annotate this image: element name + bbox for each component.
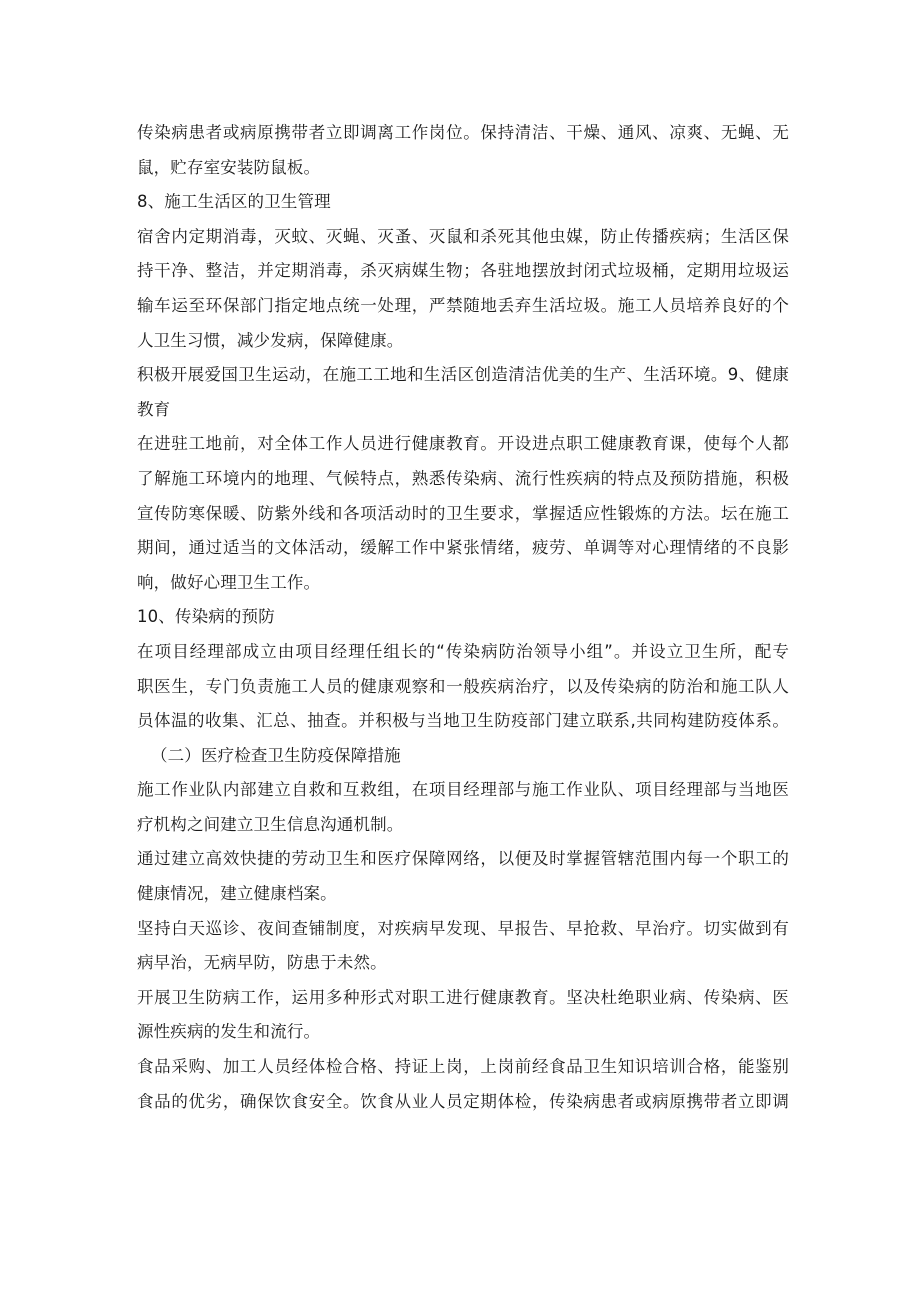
paragraph-line: 在进驻工地前，对全体工作人员进行健康教育。开设进点职工健康教育课，使每个人都 xyxy=(137,434,789,454)
section-heading: 教育 xyxy=(137,399,171,419)
section-heading: （二）医疗检查卫生防疫保障措施 xyxy=(151,745,401,765)
paragraph-line: 食品的优劣，确保饮食安全。饮食从业人员定期体检，传染病患者或病原携带者立即调 xyxy=(137,1091,789,1111)
paragraph-line: 疗机构之间建立卫生信息沟通机制。 xyxy=(137,814,404,834)
paragraph-line: 积极开展爱国卫生运动，在施工工地和生活区创造清洁优美的生产、生活环境。9、健康 xyxy=(137,365,789,385)
paragraph-line: 持干净、整洁，并定期消毒，杀灭病媒生物；各驻地摆放封闭式垃圾桶，定期用垃圾运 xyxy=(137,261,789,281)
section-heading: 8、施工生活区的卫生管理 xyxy=(137,192,331,212)
paragraph-line: 宿舍内定期消毒，灭蚊、灭蝇、灭蚤、灭鼠和杀死其他虫媒，防止传播疾病；生活区保 xyxy=(137,226,789,246)
paragraph-line: 了解施工环境内的地理、气候特点，熟悉传染病、流行性疾病的特点及预防措施，积极 xyxy=(137,468,789,488)
paragraph-line: 在项目经理部成立由项目经理任组长的“传染病防治领导小组”。并设立卫生所，配专 xyxy=(137,641,789,661)
paragraph-line: 源性疾病的发生和流行。 xyxy=(137,1022,321,1042)
paragraph-line: 开展卫生防病工作，运用多种形式对职工进行健康教育。坚决杜绝职业病、传染病、医 xyxy=(137,987,789,1007)
paragraph-line: 通过建立高效快捷的劳动卫生和医疗保障网络，以便及时掌握管辖范围内每一个职工的 xyxy=(137,849,789,869)
paragraph-line: 期间，通过适当的文体活动，缓解工作中紧张情绪，疲劳、单调等对心理情绪的不良影 xyxy=(137,538,789,558)
paragraph-line: 宣传防寒保暖、防紫外线和各项活动时的卫生要求，掌握适应性锻炼的方法。坛在施工 xyxy=(137,503,789,523)
paragraph-line: 病早治，无病早防，防患于未然。 xyxy=(137,953,387,973)
paragraph-line: 人卫生习惯，减少发病，保障健康。 xyxy=(137,330,404,350)
document-body xyxy=(137,116,789,1119)
paragraph-line: 职医生，专门负责施工人员的健康观察和一般疾病治疗，以及传染病的防治和施工队人 xyxy=(137,676,789,696)
paragraph-line: 健康情况，建立健康档案。 xyxy=(137,884,337,904)
paragraph-line: 施工作业队内部建立自救和互救组，在项目经理部与施工作业队、项目经理部与当地医 xyxy=(137,780,789,800)
paragraph-line: 输车运至环保部门指定地点统一处理，严禁随地丢弃生活垃圾。施工人员培养良好的个 xyxy=(137,295,789,315)
paragraph-line: 员体温的收集、汇总、抽查。并积极与当地卫生防疫部门建立联系,共同构建防疫体系。 xyxy=(137,711,789,731)
paragraph-line: 食品采购、加工人员经体检合格、持证上岗，上岗前经食品卫生知识培训合格，能鉴别 xyxy=(137,1057,789,1077)
paragraph-line: 坚持白天巡诊、夜间查铺制度，对疾病早发现、早报告、早抢救、早治疗。切实做到有 xyxy=(137,918,789,938)
section-heading: 10、传染病的预防 xyxy=(137,607,275,627)
paragraph-line: 传染病患者或病原携带者立即调离工作岗位。保持清洁、干燥、通风、凉爽、无蝇、无 xyxy=(137,123,789,142)
paragraph-line: 响，做好心理卫生工作。 xyxy=(137,572,321,592)
paragraph-line: 鼠，贮存室安装防鼠板。 xyxy=(137,157,321,177)
